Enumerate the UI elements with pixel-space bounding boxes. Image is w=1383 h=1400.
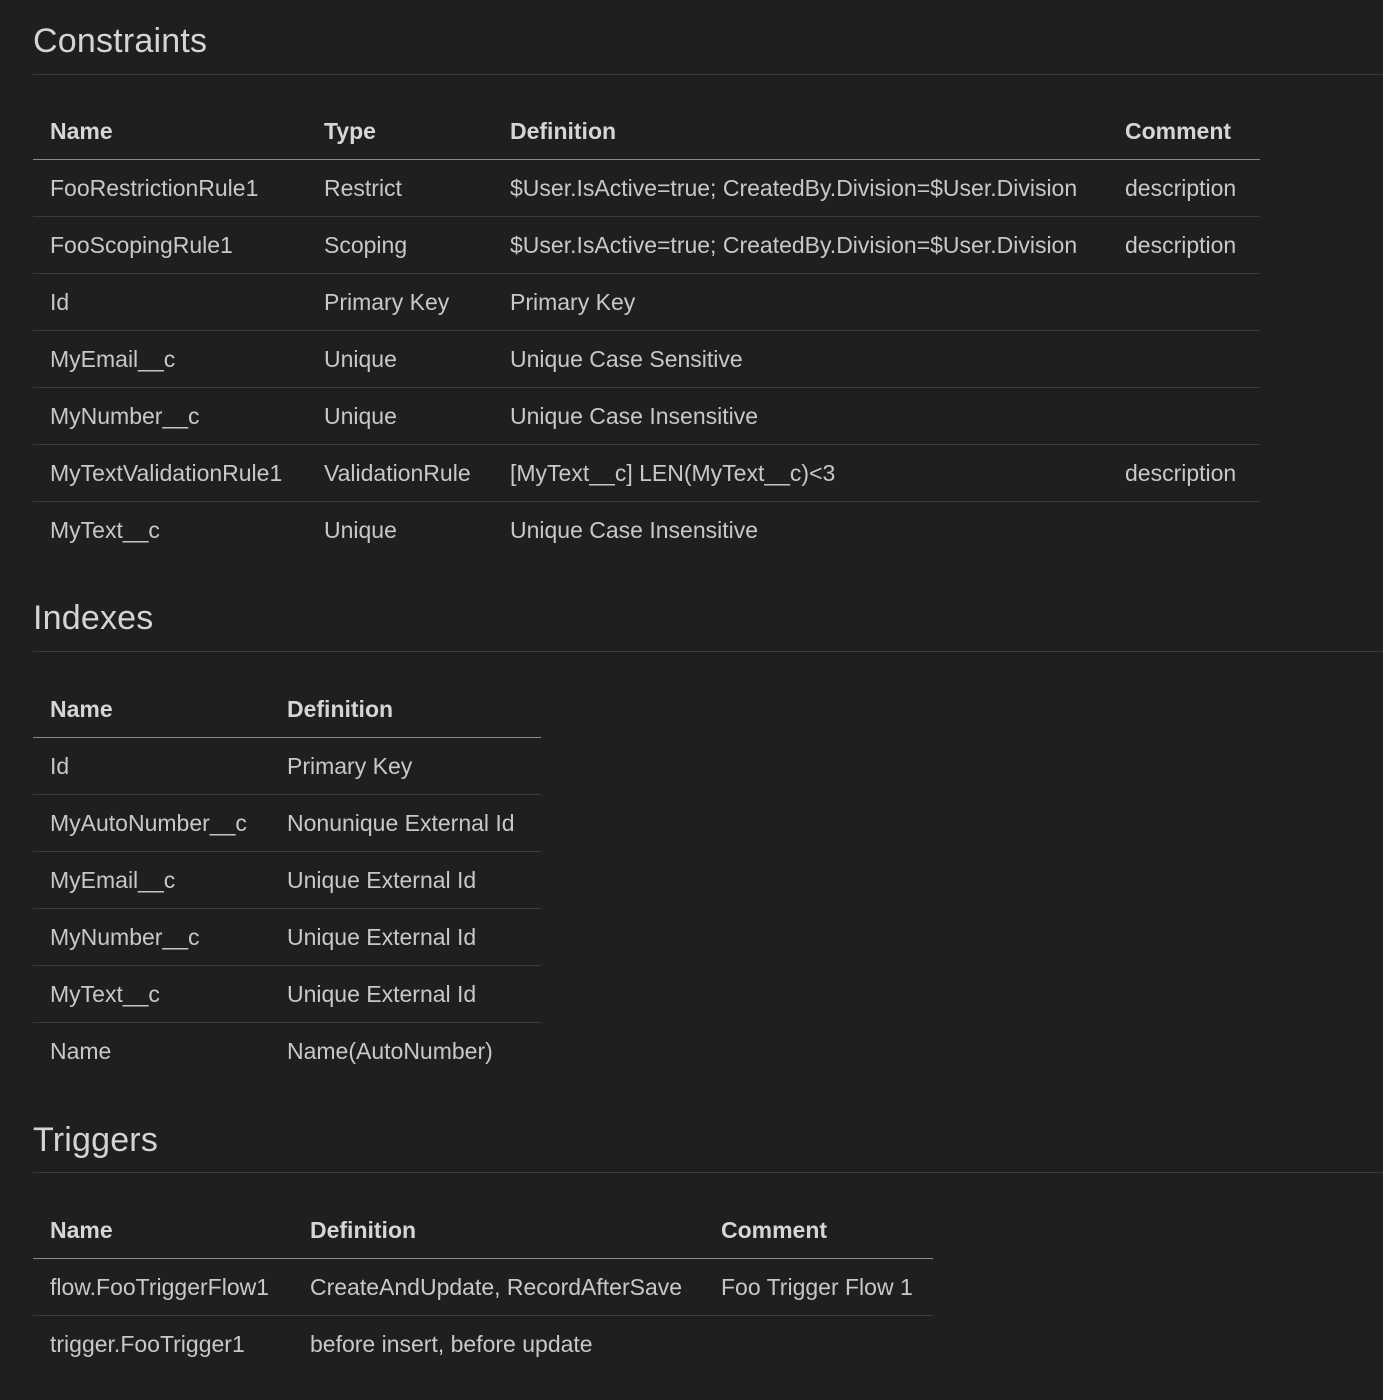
table-row <box>33 274 1260 331</box>
cell-name: MyTextValidationRule1 <box>33 445 307 502</box>
cell-definition: Unique Case Insensitive <box>493 388 1108 445</box>
column-header-definition: Definition <box>293 1202 704 1259</box>
table-row <box>33 445 1260 502</box>
cell-type: Scoping <box>307 217 493 274</box>
indexes-heading: Indexes <box>33 599 154 637</box>
constraints-divider <box>33 74 1383 75</box>
cell-name: MyEmail__c <box>33 331 307 388</box>
column-header-name: Name <box>33 103 307 160</box>
table-row <box>33 795 541 852</box>
column-header-name: Name <box>33 681 270 738</box>
table-row <box>33 217 1260 274</box>
cell-definition: Unique External Id <box>270 909 541 966</box>
cell-name: MyText__c <box>33 502 307 559</box>
table-row <box>33 160 1260 217</box>
column-header-type: Type <box>307 103 493 160</box>
table-row <box>33 738 541 795</box>
cell-definition: before insert, before update <box>293 1316 704 1373</box>
cell-name: FooRestrictionRule1 <box>50 174 259 201</box>
cell-comment: description <box>1108 445 1260 502</box>
indexes-table <box>33 681 541 1079</box>
cell-definition: Name(AutoNumber) <box>270 1023 541 1080</box>
cell-comment <box>1108 331 1260 388</box>
cell-name: MyText__c <box>33 966 270 1023</box>
cell-name: MyAutoNumber__c <box>33 795 270 852</box>
table-row <box>33 1259 933 1316</box>
cell-definition: Nonunique External Id <box>270 795 541 852</box>
cell-comment <box>1108 502 1260 559</box>
cell-definition: Unique Case Insensitive <box>493 502 1108 559</box>
cell-definition: CreateAndUpdate, RecordAfterSave <box>310 1273 683 1300</box>
cell-name: flow.FooTriggerFlow1 <box>50 1273 270 1300</box>
cell-comment: description <box>1125 174 1237 201</box>
cell-definition: Unique External Id <box>270 852 541 909</box>
cell-name: MyEmail__c <box>33 852 270 909</box>
column-header-definition: Definition <box>270 681 541 738</box>
triggers-heading: Triggers <box>33 1121 159 1159</box>
cell-definition: Unique Case Sensitive <box>493 331 1108 388</box>
cell-definition: Primary Key <box>493 274 1108 331</box>
cell-definition: $User.IsActive=true; CreatedBy.Division=$User.Division <box>493 217 1108 274</box>
cell-name: Name <box>33 1023 270 1080</box>
cell-type: ValidationRule <box>307 445 493 502</box>
table-row <box>33 331 1260 388</box>
column-header-comment: Comment <box>1108 103 1260 160</box>
cell-comment <box>1108 388 1260 445</box>
cell-type: Primary Key <box>307 274 493 331</box>
triggers-table <box>33 1202 933 1372</box>
triggers-divider <box>33 1172 1383 1173</box>
indexes-divider <box>33 651 1383 652</box>
cell-type: Unique <box>307 331 493 388</box>
cell-type: Restrict <box>324 174 402 201</box>
cell-name: trigger.FooTrigger1 <box>33 1316 293 1373</box>
cell-name: Id <box>33 274 307 331</box>
cell-comment <box>1108 274 1260 331</box>
table-header-row <box>33 1202 933 1259</box>
cell-type: Unique <box>307 502 493 559</box>
cell-definition: $User.IsActive=true; CreatedBy.Division=$User.Division <box>510 174 1078 201</box>
table-row <box>33 852 541 909</box>
cell-type: Unique <box>307 388 493 445</box>
table-header-row <box>33 681 541 738</box>
column-header-definition: Definition <box>493 103 1108 160</box>
column-header-name: Name <box>33 1202 293 1259</box>
cell-definition: [MyText__c] LEN(MyText__c)<3 <box>493 445 1108 502</box>
table-row <box>33 502 1260 559</box>
column-header-comment: Comment <box>704 1202 933 1259</box>
cell-name: FooScopingRule1 <box>33 217 307 274</box>
constraints-heading: Constraints <box>33 22 208 60</box>
table-row <box>33 388 1260 445</box>
table-header-row <box>33 103 1260 160</box>
cell-name: MyNumber__c <box>33 388 307 445</box>
cell-name: Id <box>50 752 70 779</box>
constraints-table <box>33 103 1260 558</box>
cell-name: MyNumber__c <box>33 909 270 966</box>
cell-comment <box>704 1316 933 1373</box>
cell-comment: Foo Trigger Flow 1 <box>721 1273 913 1300</box>
cell-definition: Unique External Id <box>270 966 541 1023</box>
table-row <box>33 966 541 1023</box>
table-row <box>33 909 541 966</box>
table-row <box>33 1316 933 1373</box>
table-row <box>33 1023 541 1080</box>
cell-definition: Primary Key <box>287 752 413 779</box>
cell-comment: description <box>1108 217 1260 274</box>
